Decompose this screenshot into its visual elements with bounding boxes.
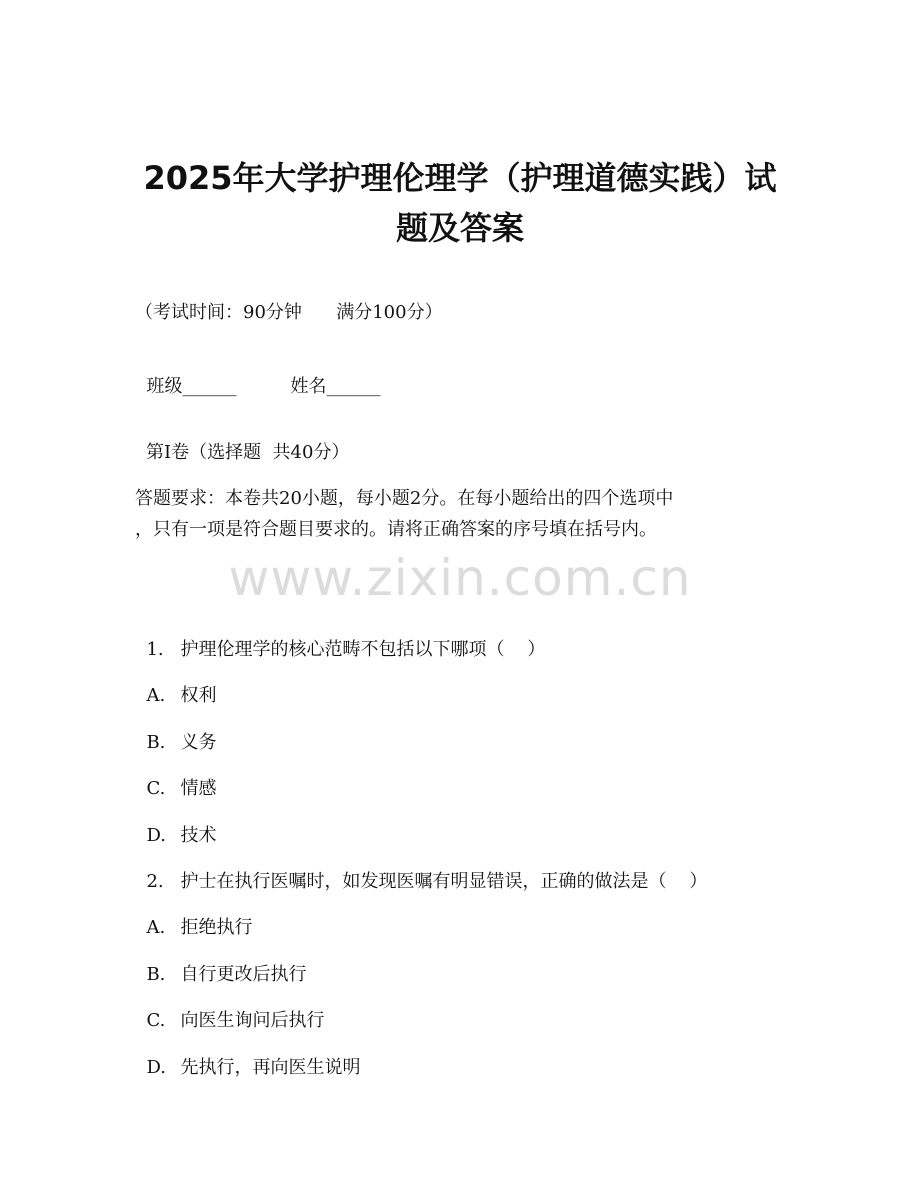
option-letter: B. (146, 964, 166, 985)
question-number: 2. (146, 871, 164, 892)
instructions-line-2: ，只有一项是符合题目要求的。请将正确答案的序号填在括号内。 (135, 519, 657, 540)
exam-info: （考试时间：90分钟 满分100分） (135, 302, 443, 323)
option-text: 拒绝执行 (180, 917, 253, 938)
option-letter: A. (146, 917, 166, 938)
option-letter: B. (146, 732, 166, 753)
question-1-option-b (135, 704, 216, 756)
option-letter: D. (146, 1057, 166, 1078)
question-2-option-d (135, 1029, 360, 1081)
question-2-option-c (135, 982, 324, 1034)
option-text: 先执行，再向医生说明 (180, 1057, 361, 1078)
question-number: 1. (146, 639, 164, 660)
student-info-row (135, 348, 380, 400)
option-text: 权利 (180, 685, 217, 706)
option-letter: C. (146, 1010, 166, 1031)
section-heading: 第I卷（选择题 共40分） (146, 442, 350, 463)
instructions-line-1: 答题要求：本卷共20小题，每小题2分。在每小题给出的四个选项中 (135, 488, 674, 509)
question-text: 护士在执行医嘱时，如发现医嘱有明显错误，正确的做法是（ ） (180, 871, 708, 892)
option-letter: A. (146, 685, 166, 706)
name-label: 姓名______ (290, 376, 381, 397)
option-text: 技术 (180, 825, 217, 846)
document-title-line-1: 2025年大学护理伦理学（护理道德实践）试 (143, 159, 777, 197)
option-text: 义务 (180, 732, 217, 753)
question-text: 护理伦理学的核心范畴不包括以下哪项（ ） (180, 639, 546, 660)
question-2-option-a (135, 889, 252, 941)
question-2 (135, 843, 707, 895)
question-1-option-a (135, 657, 216, 709)
question-1-option-d (135, 797, 216, 849)
question-1-option-c (135, 750, 216, 802)
document-title-line-2: 题及答案 (395, 209, 524, 247)
class-label: 班级______ (146, 376, 237, 397)
question-1 (135, 611, 545, 663)
option-letter: C. (146, 778, 166, 799)
option-text: 情感 (180, 778, 217, 799)
option-text: 向医生询问后执行 (180, 1010, 325, 1031)
option-text: 自行更改后执行 (180, 964, 307, 985)
option-letter: D. (146, 825, 166, 846)
watermark: www.zixin.com.cn (228, 549, 692, 607)
question-2-option-b (135, 936, 306, 988)
